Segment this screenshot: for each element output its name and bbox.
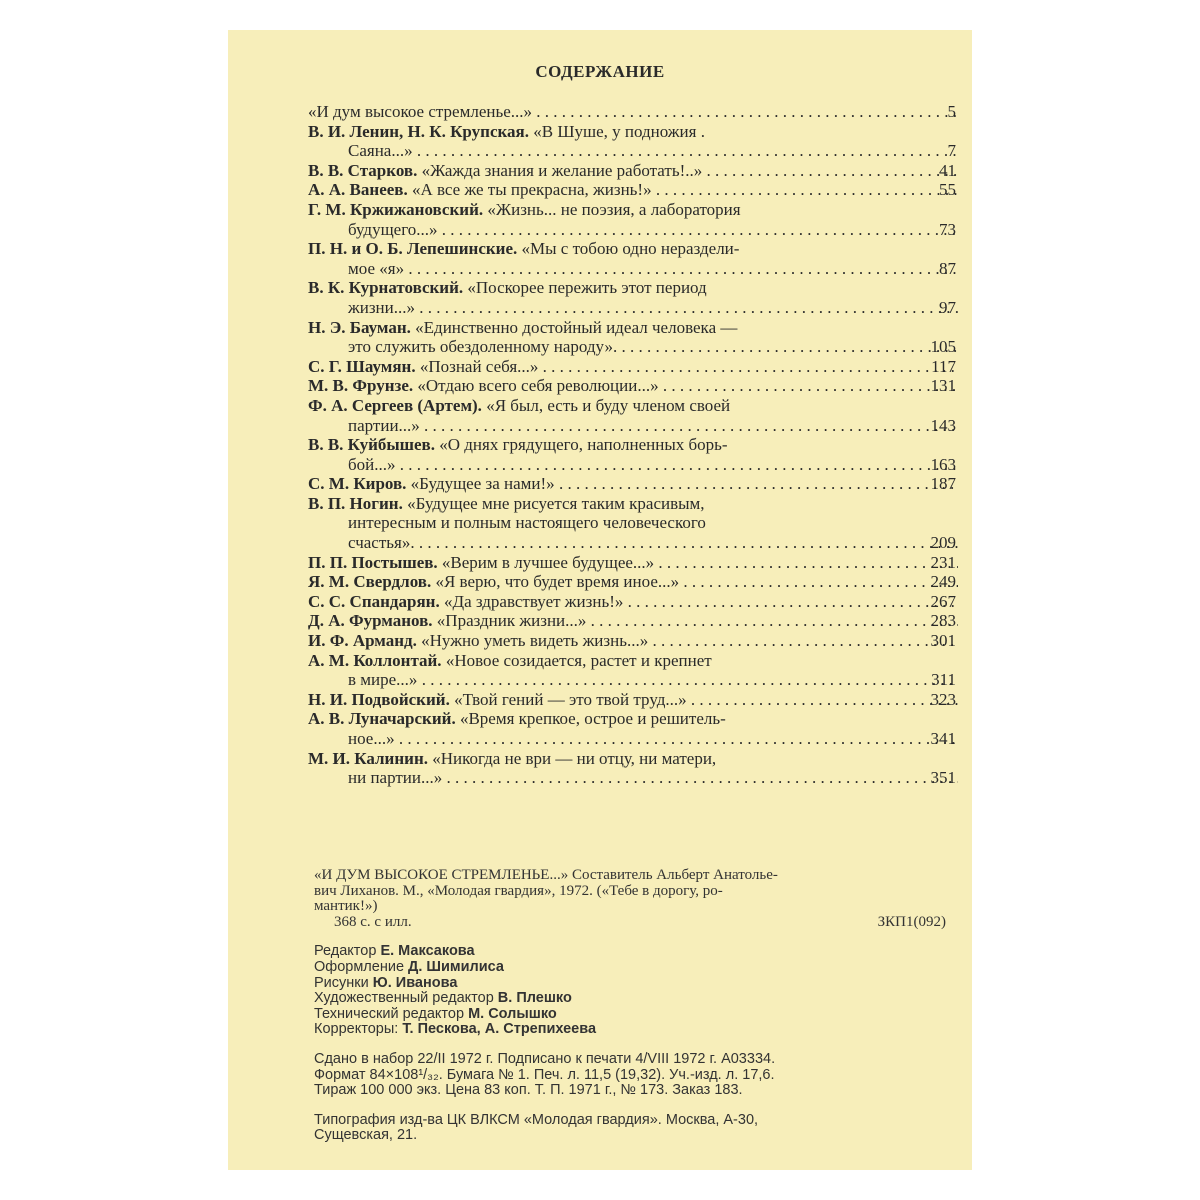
- toc-entry-line: [308, 749, 958, 769]
- toc-entry-title: «Праздник жизни...» . . .: [437, 611, 958, 630]
- toc-entry: [308, 318, 958, 357]
- toc-entry: [308, 161, 958, 181]
- toc-page-number: 143: [930, 415, 956, 435]
- toc-author: Г. М. Кржижановский.: [308, 199, 484, 219]
- toc-page-number: 301: [930, 631, 956, 651]
- toc-entry-title-cont: это служить обездоленному народу». . . .: [308, 337, 958, 357]
- classification-code: ЗКП1(092): [877, 913, 946, 930]
- toc-entry: [308, 592, 958, 612]
- toc-entry-title: «Познай себя...» . . .: [420, 357, 958, 376]
- toc-entry: [308, 611, 958, 631]
- toc-page-number: 41: [939, 160, 956, 180]
- toc-entry-line: [308, 396, 958, 416]
- toc-entry: [308, 494, 958, 553]
- toc-entry-title: «Твой гений — это твой труд...» . . .: [454, 690, 958, 709]
- bibliographic-line: мантик!»): [314, 898, 378, 915]
- book-page: [228, 30, 972, 1170]
- toc-author: П. П. Постышев.: [308, 552, 438, 572]
- toc-entry-title: «А все же ты прекрасна, жизнь!» . . .: [412, 180, 958, 199]
- toc-entry-title-cont: партии...» . . .: [308, 416, 958, 436]
- toc-entry-title: «Да здравствует жизнь!» . . .: [444, 592, 958, 611]
- toc-entry-title: «В Шуше, у подножия: [533, 121, 697, 141]
- printer-line: Типография изд-ва ЦК ВЛКСМ «Молодая гвардия». Москва, А-30,: [314, 1111, 759, 1128]
- bibliographic-line: «И ДУМ ВЫСОКОЕ СТРЕМЛЕНЬЕ...» Составитель Альберт Анатолье-: [314, 867, 778, 883]
- toc-page-number: 209: [930, 533, 956, 553]
- toc-entry-title: «И дум высокое стремленье...» . . .: [308, 102, 958, 122]
- credit-line: [314, 991, 956, 1007]
- toc-author: В. К. Курнатовский.: [308, 278, 464, 298]
- printer-line: Сущевская, 21.: [314, 1127, 418, 1144]
- toc-page-number: 131: [930, 376, 956, 396]
- toc-entry: [308, 239, 958, 278]
- toc-author: Ф. А. Сергеев (Артем).: [308, 395, 482, 415]
- credit-label: Оформление: [314, 958, 405, 975]
- toc-author: М. И. Калинин.: [308, 748, 428, 768]
- credit-label: Редактор: [314, 943, 377, 960]
- toc-author: А. М. Коллонтай.: [308, 650, 442, 670]
- toc-entry-line: [308, 709, 958, 729]
- toc-entry: [308, 357, 958, 377]
- toc-entry: [308, 122, 958, 161]
- toc-entry-title: «Никогда не ври — ни отцу, ни матери,: [432, 748, 717, 768]
- toc-entry-line: [308, 494, 958, 514]
- toc-author: Д. А. Фурманов.: [308, 611, 433, 631]
- toc-entry-line: [308, 474, 958, 494]
- toc-entry-title-cont: в мире...» . . .: [308, 670, 958, 690]
- toc-entry-title: «Жизнь... не поэзия, а лаборатория: [487, 199, 741, 219]
- toc-page-number: 187: [930, 474, 956, 494]
- toc-entry-line: [308, 278, 958, 298]
- toc-author: В. В. Куйбышев.: [308, 435, 435, 455]
- toc-entry-title: «Новое созидается, растет и крепнет: [445, 650, 712, 670]
- print-info-line: Формат 84×108¹/₃₂. Бумага № 1. Печ. л. 11,5 (19,32). Уч.-изд. л. 17,6.: [314, 1066, 775, 1083]
- toc-entry: [308, 278, 958, 317]
- toc-entry: [308, 474, 958, 494]
- toc-page-number: 73: [939, 219, 956, 239]
- toc-page-number: 351: [930, 768, 956, 788]
- toc-entry-title: «Единственно достойный идеал человека —: [415, 317, 738, 337]
- toc-entry-title-cont: интересным и полным настоящего человеческого: [348, 513, 706, 533]
- toc-entry-line: [308, 357, 958, 377]
- toc-entry-line: [308, 631, 958, 651]
- credit-label: Рисунки: [314, 974, 369, 991]
- toc-entry-line: [308, 553, 958, 573]
- toc-page-number: 341: [930, 729, 956, 748]
- toc-entry-title: «Я верю, что будет время иное...» . . .: [435, 572, 958, 591]
- toc-entry-line: [308, 200, 958, 220]
- toc-author: А. А. Ванеев.: [308, 180, 408, 200]
- toc-entry: [308, 396, 958, 435]
- table-of-contents: [308, 102, 958, 788]
- toc-entry-line: [308, 651, 958, 671]
- toc-entry-line: [308, 180, 958, 200]
- bibliographic-line: вич Лиханов. М., «Молодая гвардия», 1972. («Тебе в дорогу, ро-: [314, 882, 723, 899]
- toc-page-number: 323: [930, 689, 956, 709]
- credit-line: [314, 1022, 956, 1038]
- toc-entry: [308, 553, 958, 573]
- toc-page-number: 117: [931, 356, 956, 376]
- toc-entry-title-cont: мое «я» . . .: [308, 259, 958, 279]
- toc-entry-line: [308, 435, 958, 455]
- toc-author: П. Н. и О. Б. Лепешинские.: [308, 239, 518, 259]
- credit-name: Д. Шимилиса: [408, 958, 504, 975]
- credit-line: [314, 960, 956, 976]
- toc-entry: [308, 376, 958, 396]
- toc-author: С. С. Спандарян.: [308, 591, 440, 611]
- credit-label: Корректоры:: [314, 1021, 399, 1038]
- credit-name: М. Солышко: [468, 1005, 557, 1022]
- toc-page-number: 5: [947, 102, 956, 121]
- credit-line: [314, 1007, 956, 1023]
- toc-author: И. Ф. Арманд.: [308, 631, 417, 651]
- toc-entry-title: «Поскорее пережить этот период: [467, 278, 707, 298]
- page-count: 368 с. с илл.: [334, 913, 412, 930]
- toc-page-number: 87: [939, 258, 956, 278]
- toc-author: М. В. Фрунзе.: [308, 376, 414, 396]
- toc-entry-line: [308, 572, 958, 592]
- page-title: СОДЕРЖАНИЕ: [535, 62, 665, 81]
- toc-entry-title: «Нужно уметь видеть жизнь...» . . .: [421, 631, 958, 650]
- credit-name: Ю. Иванова: [372, 974, 458, 991]
- colophon: [314, 868, 956, 1144]
- toc-author: Н. Э. Бауман.: [308, 317, 411, 337]
- toc-page-number: 283: [930, 611, 956, 631]
- toc-entry-title: «Время крепкое, острое и решитель-: [459, 709, 726, 729]
- toc-entry-line: В. И. Ленин, Н. К. Крупская. «В Шуше, у подножия .: [308, 121, 705, 141]
- toc-entry-line: [308, 318, 958, 338]
- toc-author: С. Г. Шаумян.: [308, 356, 416, 376]
- toc-entry-line: [308, 611, 958, 631]
- toc-author: С. М. Киров.: [308, 474, 407, 494]
- toc-entry-title-cont: будущего...» . . .: [308, 220, 958, 240]
- credit-label: Технический редактор: [314, 1005, 465, 1022]
- toc-author: Н. И. Подвойский.: [308, 689, 450, 709]
- credit-line: [314, 976, 956, 992]
- toc-entry-title-cont: бой...» . . .: [308, 455, 958, 475]
- toc-entry: [308, 572, 958, 592]
- toc-entry-title-cont: жизни...» . . .: [308, 298, 958, 318]
- credit-name: В. Плешко: [497, 990, 572, 1007]
- toc-entry: [308, 709, 958, 748]
- toc-entry: [308, 200, 958, 239]
- toc-entry-title-cont: ное...» . . .: [308, 729, 958, 749]
- toc-page-number: 249: [930, 572, 956, 592]
- toc-entry-title-cont: Саяна...» . . .: [308, 141, 958, 161]
- toc-entry-title: «Жажда знания и желание работать!..» . . .: [422, 161, 958, 180]
- credit-line: [314, 944, 956, 960]
- toc-entry: [308, 102, 958, 122]
- toc-entry-title: «Отдаю всего себя революции...» . . .: [417, 376, 958, 395]
- bibliographic-line: [314, 915, 956, 931]
- toc-page-number: 267: [930, 591, 956, 611]
- toc-entry-title: «Мы с тобою одно нераздели-: [521, 239, 740, 259]
- toc-entry-line: [308, 161, 958, 181]
- toc-page-number: 231: [930, 552, 956, 572]
- toc-entry: [308, 435, 958, 474]
- toc-author: А. В. Луначарский.: [308, 709, 456, 729]
- toc-entry: [308, 749, 958, 788]
- toc-page-number: 311: [931, 670, 956, 690]
- toc-author: Я. М. Свердлов.: [308, 572, 432, 592]
- toc-entry-title: «Верим в лучшее будущее...» . . .: [442, 553, 958, 572]
- toc-entry-title: «Будущее мне рисуется таким красивым,: [407, 493, 705, 513]
- credit-name: Е. Максакова: [380, 943, 475, 960]
- toc-entry-line: [308, 239, 958, 259]
- toc-page-number: 97: [939, 297, 956, 317]
- print-info-line: Тираж 100 000 экз. Цена 83 коп. Т. П. 1971 г., № 173. Заказ 183.: [314, 1082, 743, 1099]
- credit-name: Т. Пескова, А. Стрепихеева: [402, 1021, 597, 1038]
- toc-page-number: 105: [930, 337, 956, 357]
- toc-page-number: 163: [930, 454, 956, 474]
- toc-entry-title-cont: ни партии...» . . .: [308, 768, 958, 788]
- toc-author: В. И. Ленин, Н. К. Крупская.: [308, 121, 529, 141]
- toc-entry-title: «О днях грядущего, наполненных борь-: [439, 435, 728, 455]
- toc-entry-line: [308, 376, 958, 396]
- toc-entry-line: [308, 592, 958, 612]
- toc-entry: [308, 690, 958, 710]
- toc-entry-title: «Будущее за нами!» . . .: [411, 474, 958, 493]
- toc-page-number: 55: [939, 180, 956, 200]
- toc-entry-title: «Я был, есть и буду членом своей: [486, 395, 731, 415]
- toc-entry-line: [308, 690, 958, 710]
- toc-author: В. В. Старков.: [308, 160, 418, 180]
- toc-entry: [308, 631, 958, 651]
- toc-page-number: 7: [947, 141, 956, 161]
- toc-entry: [308, 651, 958, 690]
- toc-entry: [308, 180, 958, 200]
- toc-author: В. П. Ногин.: [308, 493, 403, 513]
- credit-label: Художественный редактор: [314, 990, 494, 1007]
- toc-entry-title-cont: счастья». . . .: [308, 533, 958, 553]
- print-info-line: Сдано в набор 22/II 1972 г. Подписано к печати 4/VIII 1972 г. А03334.: [314, 1050, 776, 1067]
